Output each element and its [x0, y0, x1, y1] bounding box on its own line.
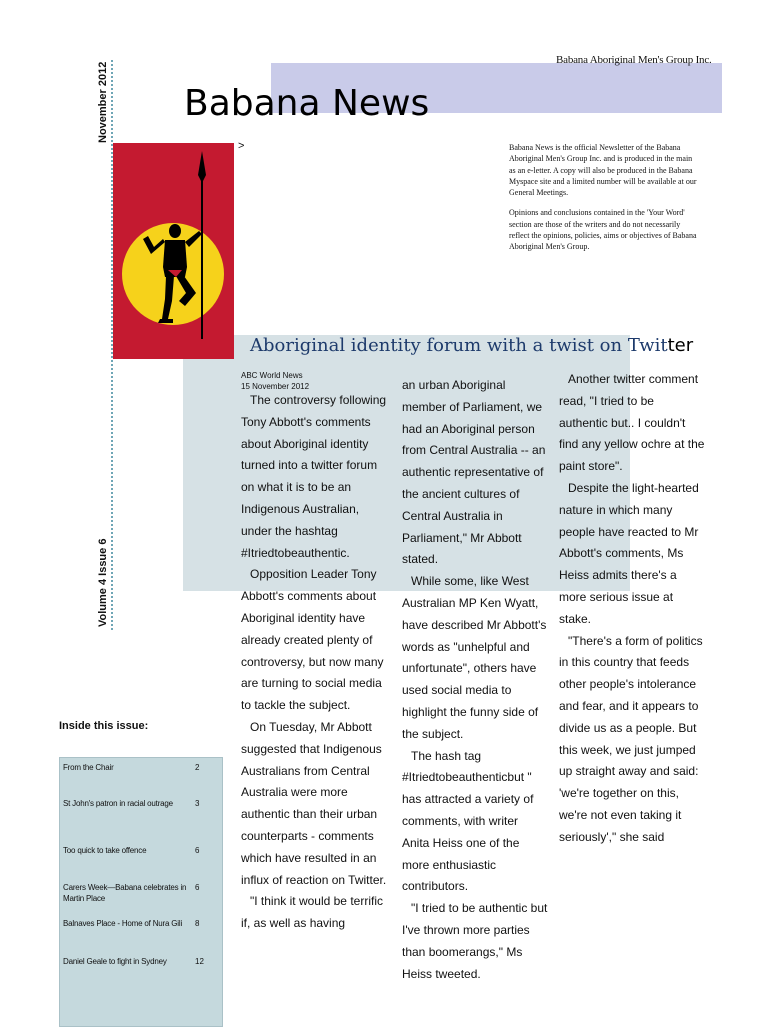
about-paragraph: Opinions and conclusions contained in the 'Your Word' section are those of the writers and do not necessarily reflect the opinions, policies, aims or objectives of Babana Aboriginal Men's Group.	[509, 208, 697, 252]
page-title: Babana News	[184, 83, 430, 124]
headline-main: Aboriginal identity forum with a twist on Twit	[250, 335, 668, 356]
article-paragraph: "I tried to be authentic but I've thrown more parties than boomerangs," Ms Heiss tweeted.	[402, 901, 548, 981]
publisher-name: Babana Aboriginal Men's Group Inc.	[556, 54, 712, 66]
toc-item-page: 8	[195, 919, 200, 928]
article-paragraph: Despite the light-hearted nature in which many people have reacted to Mr Abbott's comments, Ms Heiss admits there's a more serious issue at stake.	[559, 480, 699, 626]
toc-item-page: 6	[195, 846, 200, 855]
toc-item-title[interactable]: From the Chair	[63, 763, 114, 772]
headline-tail: ter	[667, 335, 694, 356]
toc-item-title[interactable]: Too quick to take offence	[63, 846, 147, 855]
about-newsletter	[509, 142, 697, 262]
toc-item[interactable]	[63, 762, 218, 773]
source-date: 15 November 2012	[241, 382, 310, 391]
article-paragraph: "I think it would be terrific if, as well as having	[241, 894, 383, 931]
article-paragraph: an urban Aboriginal member of Parliament, we had an Aboriginal person from Central Australia -- an authentic representative of the ancient cultures of Central Australia in Parliament," Mr Abbott stated.	[402, 378, 546, 567]
article-paragraph: Opposition Leader Tony Abbott's comments about Aboriginal identity have already created plenty of controversy, but now many are turning to social media to tackle the subject.	[241, 567, 384, 713]
toc-item[interactable]	[63, 845, 218, 856]
article-paragraph: The controversy following Tony Abbott's comments about Aboriginal identity turned into a twitter forum on what it is to be an Indigenous Australian, under the hashtag #Itriedtobeauthentic.	[241, 393, 387, 560]
article-column-3	[559, 369, 705, 849]
toc-item-page: 2	[195, 763, 200, 772]
article-paragraph: Another twitter comment read, "I tried to be authentic but.. I couldn't find any yellow ochre at the paint store".	[559, 372, 705, 474]
toc-item[interactable]	[63, 882, 218, 904]
babana-logo	[113, 143, 234, 359]
article-paragraph: On Tuesday, Mr Abbott suggested that Indigenous Australians from Central Australia were more authentic than their urban counterparts - comments which have resulted in an influx of reaction on Twitter.	[241, 719, 387, 887]
toc-item-title[interactable]: Balnaves Place - Home of Nura Gili	[63, 919, 183, 928]
toc-item[interactable]	[63, 956, 218, 967]
toc-item[interactable]	[63, 918, 218, 929]
article-paragraph: While some, like West Australian MP Ken Wyatt, have described Mr Abbott's words as "unhelpful and unfortunate", others have used social media to highlight the funny side of the subject.	[402, 574, 547, 741]
toc-item-page: 12	[195, 957, 204, 966]
arrow-marker: >	[238, 140, 245, 152]
toc-item[interactable]	[63, 798, 218, 809]
article-column-2	[402, 375, 548, 985]
toc-item-title[interactable]: Daniel Geale to fight in Sydney	[63, 957, 167, 966]
issue-date: November 2012	[97, 61, 109, 143]
toc-item-title[interactable]: Carers Week—Babana celebrates in Martin Place	[63, 883, 187, 903]
toc-item-page: 6	[195, 883, 200, 892]
article-paragraph: The hash tag #Itriedtobeauthenticbut " has attracted a variety of comments, with writer Anita Heiss one of the more enthusiastic contributors.	[402, 748, 534, 894]
toc-box	[59, 757, 223, 1027]
aboriginal-figure-with-spear-icon	[113, 143, 234, 359]
article-source	[241, 370, 309, 392]
article-paragraph: "There's a form of politics in this country that feeds other people's intolerance and fear, and it appears to divide us as a people. But this week, we just jumped up straight away and said: 'we're together on this, we're not even taking it seriously'," she said	[559, 633, 703, 844]
source-name: ABC World News	[241, 371, 303, 380]
toc-item-page: 3	[195, 799, 200, 808]
article-column-1	[241, 390, 387, 935]
toc-title: Inside this issue:	[59, 720, 149, 732]
about-paragraph: Babana News is the official Newsletter of the Babana Aboriginal Men's Group Inc. and is produced in the main as an e-letter. A copy will also be produced in the Babana Myspace site and a limited number will be available at our General Meetings.	[509, 143, 697, 198]
volume-issue: Volume 4 Issue 6	[97, 538, 109, 627]
article-headline	[250, 335, 693, 356]
toc-item-title[interactable]: St John's patron in racial outrage	[63, 799, 173, 808]
